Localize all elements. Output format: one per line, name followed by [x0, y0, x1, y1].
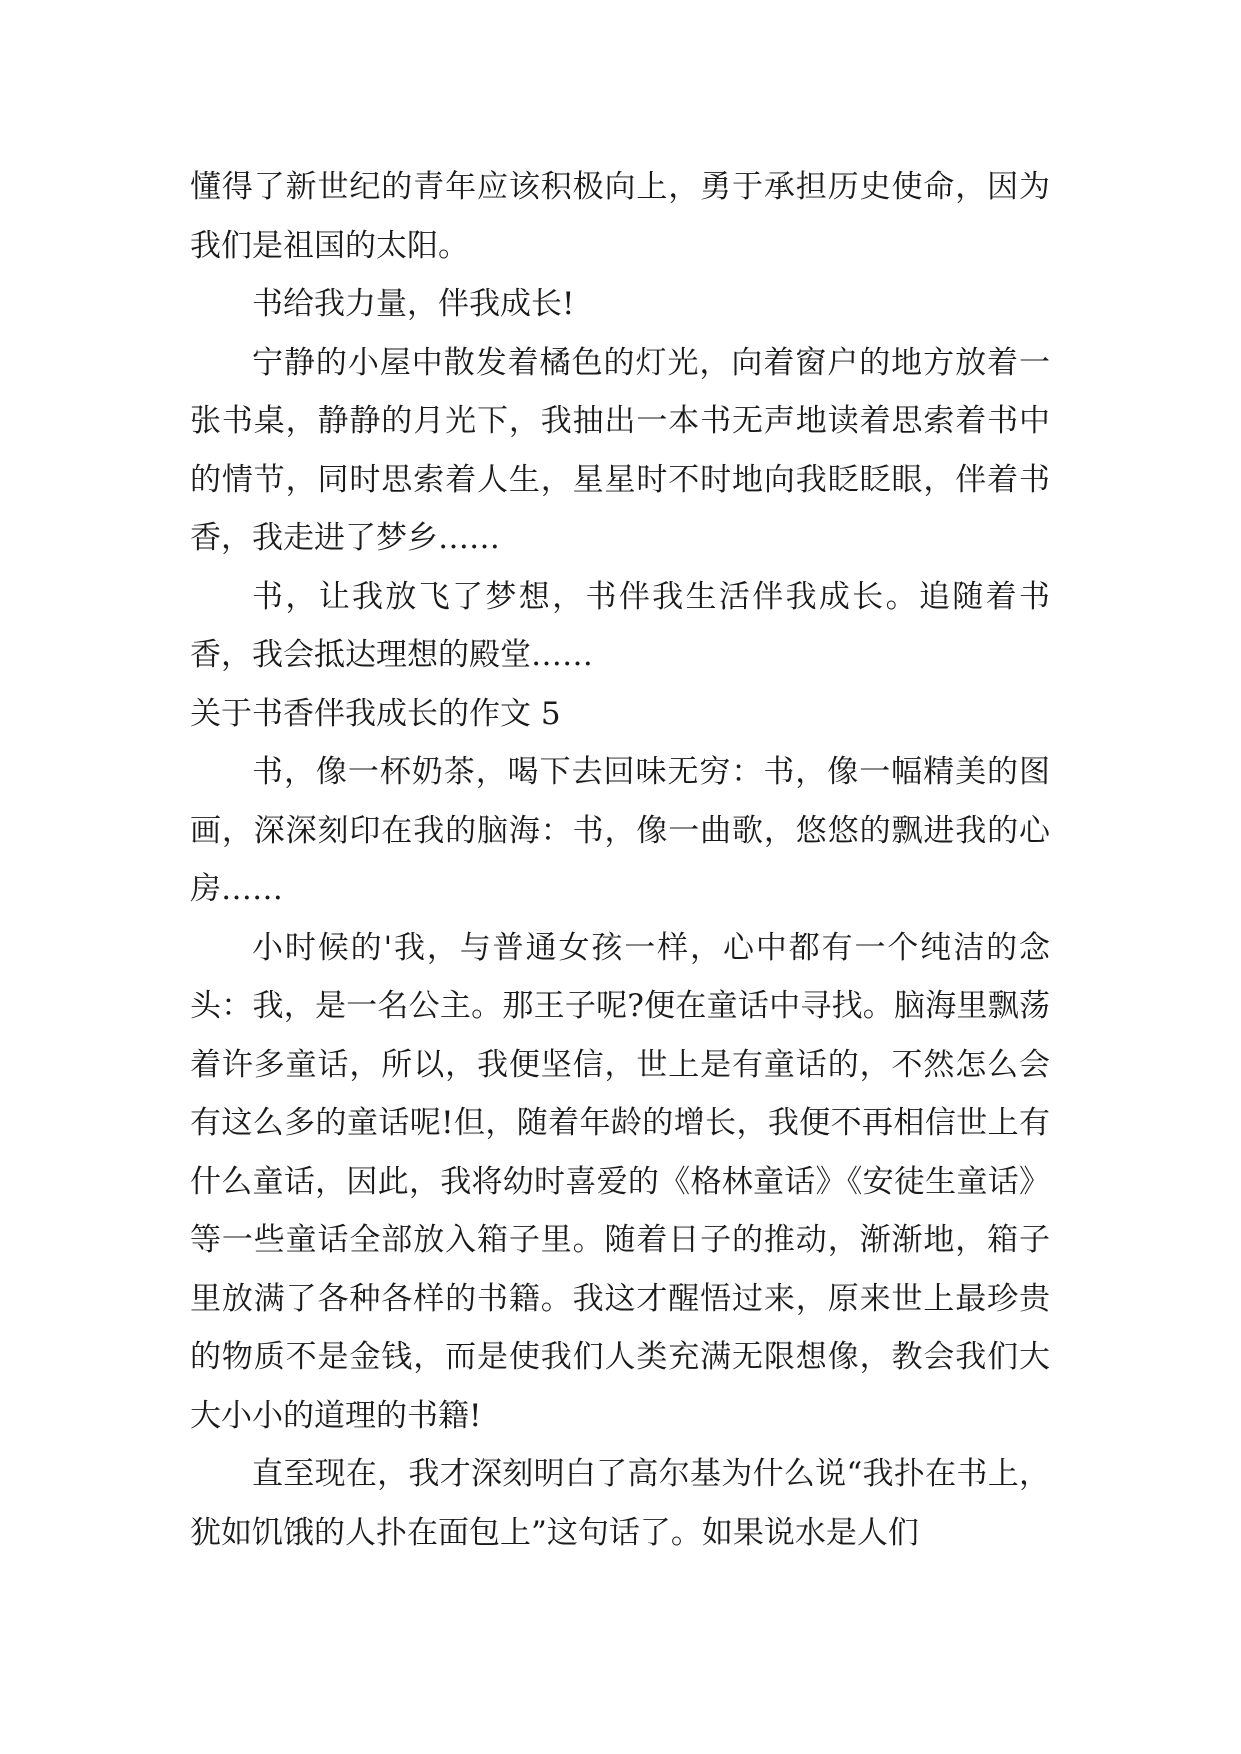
section-heading: 关于书香伴我成长的作文 5	[190, 695, 561, 732]
paragraph: 书给我力量，伴我成长!	[252, 286, 575, 322]
paragraph: 小时候的'我，与普通女孩一样，心中都有一个纯洁的念头：我，是一名公主。那王子呢?便在童话中寻找。脑海里飘荡着许多童话，所以，我便坚信，世上是有童话的，不然怎么会有这么多的童话呢!但，随着年龄的增长，我便不再相信世上有什么童话，因此，我将幼时喜爱的《格林童话》《安徒生童话》等一些童话全部放入箱子里。随着日子的推动，渐渐地，箱子里放满了各种各样的书籍。我这才醒悟过来，原来世上最珍贵的物质不是金钱，而是使我们人类充满无限想像，教会我们大大小小的道理的书籍!	[190, 929, 1050, 1434]
article-body	[190, 158, 1050, 1562]
paragraph-continuation: 懂得了新世纪的青年应该积极向上，勇于承担历史使命，因为我们是祖国的太阳。	[190, 169, 1050, 264]
paragraph: 书，像一杯奶茶，喝下去回味无穷：书，像一幅精美的图画，深深刻印在我的脑海：书，像一曲歌，悠悠的飘进我的心房……	[190, 754, 1050, 907]
paragraph: 宁静的小屋中散发着橘色的灯光，向着窗户的地方放着一张书桌，静静的月光下，我抽出一本书无声地读着思索着书中的情节，同时思索着人生，星星时不时地向我眨眨眼，伴着书香，我走进了梦乡……	[190, 344, 1050, 556]
paragraph: 书，让我放飞了梦想，书伴我生活伴我成长。追随着书香，我会抵达理想的殿堂……	[190, 578, 1050, 673]
paragraph: 直至现在，我才深刻明白了高尔基为什么说“我扑在书上，犹如饥饿的人扑在面包上”这句话了。如果说水是人们	[190, 1456, 1050, 1551]
